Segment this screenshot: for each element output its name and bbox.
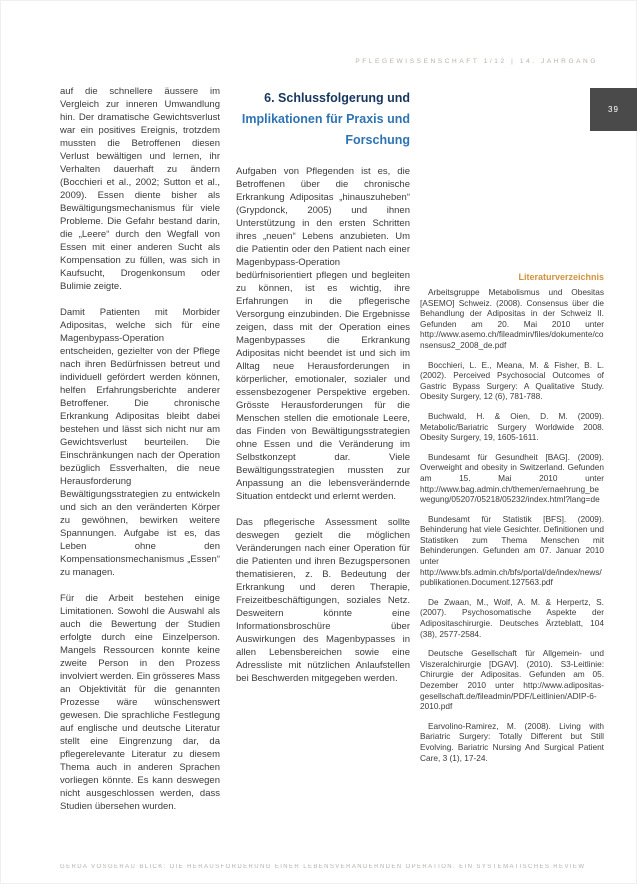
section-heading-line-3: Forschung	[345, 133, 410, 147]
reference-entry: Bundesamt für Gesundheit [BAG]. (2009). Overweight and obesity in Switzerland. Gefunden am 15. Mai 2010 unter http://www.bag.admin.ch/themen/ernaehrung_bewegung/05207/05218/05232/index.html?lang=de	[420, 451, 604, 505]
body-paragraph: Aufgaben von Pflegenden ist es, die Betroffenen über die chronische Erkrankung Adipositas „hinauszuheben“ (Grypdonck, 2005) und ihnen Unterstützung in den ersten Schritten ihres „neuen“ Lebens anzubieten. Um die Patientin oder den Patient nach einer Magenbypass-Operation bedürfnisorientiert pflegen und begleiten zu können, ist es wichtig, ihre Erfahrungen in die pflegerische Versorgung einzubinden. Die Ergebnisse zeigen, dass mit der Operation eines Magenbypasses die Erkrankung Adipositas nicht beendet ist und sich im Alltag neue Herausforderungen in körperlicher, emotionaler, sozialer und essensbezogener Perspektive ergeben. Grösste Herausforderungen für die Menschen stellen die emotionale Leere, das Finden von Bewältigungsstrategien ohne Essen und die Veränderung im Selbstkonzept dar. Viele Bewältigungsstrategien mussten zur Anpassung an die lebensverändernde Situation entdeckt und erlernt werden.	[236, 166, 410, 502]
body-paragraph: Das pflegerische Assessment sollte deswegen gezielt die möglichen Veränderungen nach einer Operation für die Patienten und ihren Bezugspersonen thematisieren, z. B. Bedeutung der Erkrankung und deren Therapie, Freizeitbeschäftigungen, soziales Netz. Desweitern könnte eine Informationsbroschüre über Auswirkungen des Magenbypasses in allen Lebensbereichen sowie eine Adressliste mit nützlichen Anlaufstellen bei Beschwerden mitgegeben werden.	[236, 517, 410, 684]
reference-entry: Buchwald, H. & Oien, D. M. (2009). Metabolic/Bariatric Surgery Worldwide 2008. Obesity Surgery, 19, 1605-1611.	[420, 410, 604, 443]
reference-entry: Bocchieri, L. E., Meana, M. & Fisher, B. L. (2002). Perceived Psychosocial Outcomes of Gastric Bypass Surgery: A Qualitative Study. Obesity Surgery, 12 (6), 781-788.	[420, 359, 604, 402]
running-footer: GERDA VOSGERAU BLICK: DIE HERAUSFORDERUNG EINER LEBENSVERÄNDERNDEN OPERATION. EIN SYSTEMATISCHES REVIEW	[60, 864, 586, 870]
section-heading-line-1: 6. Schlussfolgerung und	[264, 91, 410, 105]
reference-entry: Bundesamt für Statistik [BFS]. (2009). Behinderung hat viele Gesichter. Definitionen und Statistiken zum Thema Menschen mit Behinderungen. Gefunden am 07. Januar 2010 unter http://www.bfs.admin.ch/bfs/portal/de/index/news/publikationen.Document.127563.pdf	[420, 513, 604, 588]
body-paragraph: auf die schnellere äussere im Vergleich zur inneren Umwandlung hin. Der dramatische Gewichtsverlust war ein positives Ereignis, trotzdem mussten die Betroffenen diesen Verlust bewältigen und lernen, ihr Verhalten dauerhaft zu ändern (Bocchieri et al., 2002; Sutton et al., 2009). Essen diente bisher als Bewältigungsmechanismus für viele Probleme. Die Gefahr bestand darin, die „Leere“ durch den Wegfall von Essen mit einer anderen Sucht als Kompensation zu füllen, was sich in Kaufsucht, Drogenkonsum oder Bulimie zeigte.	[60, 86, 220, 292]
reference-entry: Earvolino-Ramirez, M. (2008). Living with Bariatric Surgery: Totally Different but Still Evolving. Bariatric Nursing And Surgical Patient Care, 3 (1), 17-24.	[420, 720, 604, 763]
reference-entry: Deutsche Gesellschaft für Allgemein- und Viszeralchirurgie [DGAV]. (2010). S3-Leitlinie: Chirurgie der Adipositas. Gefunden am 05. Dezember 2010 unter http://www.adipositas-gesellschaft.de/fileadmin/PDF/Leitlinien/ADIP-6-2010.pdf	[420, 648, 604, 712]
body-paragraph: Für die Arbeit bestehen einige Limitationen. Sowohl die Auswahl als auch die Bewertung der Studien erfolgte durch eine Einzelperson. Mangels Ressourcen konnte keine zweite Person in den Prozess involviert werden. Ein grösseres Mass an Objektivität für die genannten Prozesse wäre wünschenswert gewesen. Die sprachliche Festlegung auf englische und deutsche Literatur stellt eine Eingrenzung dar, da pflegerelevante Literatur zu diesem Thema auch in anderen Sprachen vorliegen könnte. Es kann deswegen nicht ausgeschlossen werden, dass Studien übersehen wurden.	[60, 593, 220, 812]
reference-entry: De Zwaan, M., Wolf, A. M. & Herpertz, S. (2007). Psychosomatische Aspekte der Adipositaschirurgie. Deutsches Ärzteblatt, 104 (38), 2577-2584.	[420, 596, 604, 639]
section-heading	[236, 88, 410, 151]
page-number-tab	[590, 88, 637, 131]
page-number: 39	[608, 105, 619, 114]
references-column	[420, 272, 604, 772]
references-title: Literaturverzeichnis	[518, 272, 604, 282]
reference-entry: Arbeitsgruppe Metabolismus und Obesitas [ASEMO] Schweiz. (2008). Consensus über die Behandlung der Adipositas in der Schweiz II. Gefunden am 20. Mai 2010 unter http://www.asemo.ch/fileadmin/files/dokumente/consensus2_2008_de.pdf	[420, 287, 604, 350]
left-column	[60, 85, 220, 826]
middle-column	[236, 88, 410, 698]
running-header: PFLEGEWISSENSCHAFT 1/12 | 14. JAHRGANG	[355, 58, 598, 65]
body-paragraph: Damit Patienten mit Morbider Adipositas, welche sich für eine Magenbypass-Operation entscheiden, gezielter von der Pflege nach ihren Bedürfnissen betreut und individuell gefördert werden können, helfen Erfahrungsberichte anderer Betroffener. Die chronische Erkrankung Adipositas bleibt dabei bestehen und lässt sich nicht nur am Gewichtsverlust beurteilen. Die Einschränkungen nach der Operation bezüglich Essverhalten, die neue Herausforderung Bewältigungsstrategien zu entwickeln und sich an den veränderten Körper zu gewöhnen, bewirken weitere Spannungen. Aufgabe ist es, das Leben ohne den Kompensationsmechanismus „Essen“ zu managen.	[60, 307, 220, 578]
section-heading-line-2: Implikationen für Praxis und	[241, 112, 410, 126]
